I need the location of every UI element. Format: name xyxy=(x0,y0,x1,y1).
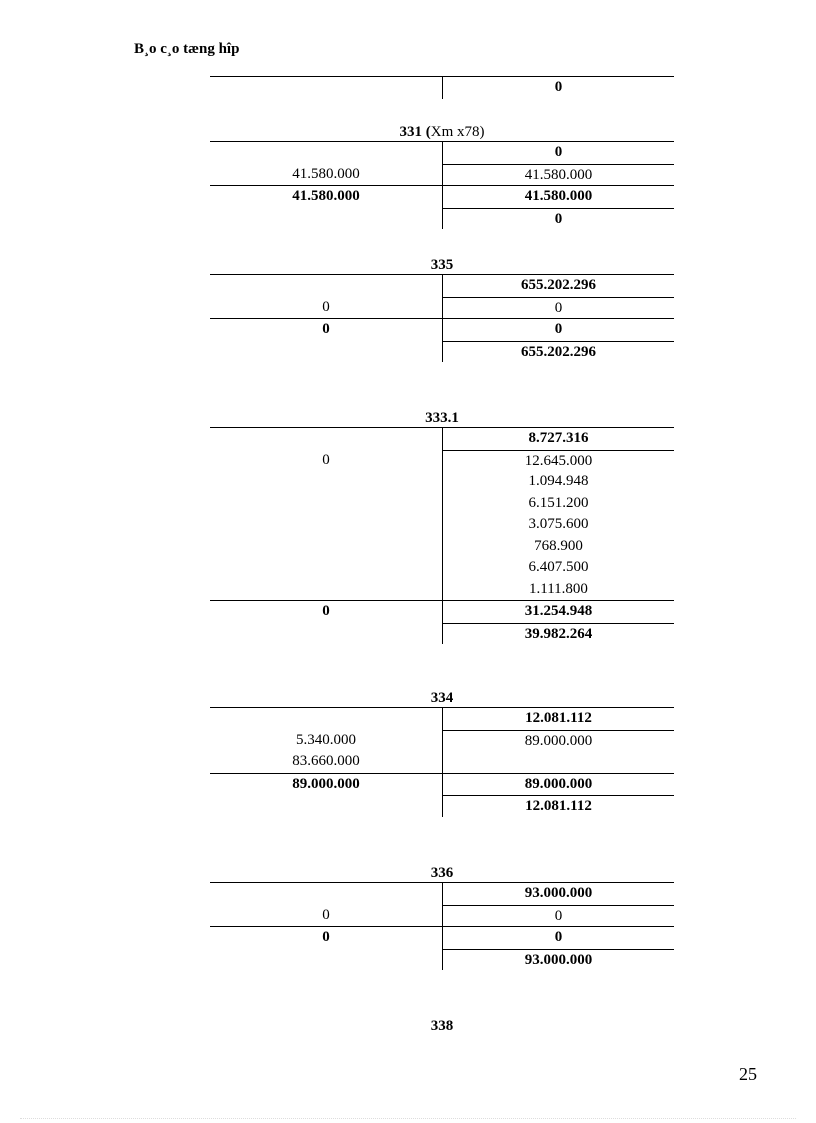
t-row xyxy=(210,76,674,99)
debit-entry: 5.340.000 xyxy=(296,731,356,748)
t-row xyxy=(210,471,674,493)
credit-total: 89.000.000 xyxy=(442,774,674,796)
t-row-opening xyxy=(210,707,674,730)
debit-total: 0 xyxy=(322,321,330,337)
debit-total: 0 xyxy=(322,929,330,945)
account-title: 333.1 xyxy=(425,410,459,426)
t-row-totals xyxy=(210,600,674,623)
closing-balance: 0 xyxy=(442,208,674,230)
t-row-opening xyxy=(210,882,674,905)
opening-balance: 12.081.112 xyxy=(442,708,674,730)
t-row-closing xyxy=(210,341,674,363)
t-row-totals xyxy=(210,926,674,949)
t-row-closing xyxy=(210,949,674,971)
report-header: B¸o c¸o tæng hîp xyxy=(134,41,240,57)
credit-entry: 6.151.200 xyxy=(442,493,674,515)
credit-entry: 3.075.600 xyxy=(442,514,674,536)
t-account-331 xyxy=(210,123,674,229)
page-number: 25 xyxy=(739,1064,757,1084)
account-title-338: 338 xyxy=(430,1018,454,1034)
credit-entry: 12.645.000 xyxy=(442,450,674,472)
t-row-opening xyxy=(210,141,674,164)
t-row xyxy=(210,557,674,579)
opening-balance: 0 xyxy=(442,142,674,164)
credit-entry: 1.094.948 xyxy=(442,471,674,493)
debit-entry: 0 xyxy=(322,298,330,315)
credit-entry: 89.000.000 xyxy=(442,730,674,752)
t-row xyxy=(210,450,674,472)
opening-balance: 8.727.316 xyxy=(442,428,674,450)
credit-total: 0 xyxy=(442,927,674,949)
debit-entry: 0 xyxy=(322,906,330,923)
closing-balance: 93.000.000 xyxy=(442,949,674,971)
closing-balance: 0 xyxy=(442,77,674,99)
t-row xyxy=(210,905,674,927)
t-row xyxy=(210,514,674,536)
t-row-opening xyxy=(210,427,674,450)
footer-divider xyxy=(20,1118,796,1119)
debit-entry: 41.580.000 xyxy=(292,165,360,182)
opening-balance: 93.000.000 xyxy=(442,883,674,905)
t-row xyxy=(210,297,674,319)
credit-entry: 0 xyxy=(442,297,674,319)
t-row-closing xyxy=(210,208,674,230)
t-row-totals xyxy=(210,318,674,341)
credit-total: 0 xyxy=(442,319,674,341)
account-title: 334 xyxy=(430,690,454,706)
t-row-opening xyxy=(210,274,674,297)
t-account-336 xyxy=(210,864,674,970)
t-row-closing xyxy=(210,795,674,817)
t-row xyxy=(210,730,674,752)
t-row-totals xyxy=(210,185,674,208)
account-title: 335 xyxy=(430,257,454,273)
credit-entry: 41.580.000 xyxy=(442,164,674,186)
t-account-334 xyxy=(210,689,674,817)
t-row xyxy=(210,493,674,515)
credit-total: 31.254.948 xyxy=(442,601,674,623)
t-row-totals xyxy=(210,773,674,796)
t-row xyxy=(210,579,674,601)
opening-balance: 655.202.296 xyxy=(442,275,674,297)
t-account-333-1 xyxy=(210,409,674,644)
t-account-top xyxy=(210,76,674,99)
t-row-closing xyxy=(210,623,674,645)
closing-balance: 39.982.264 xyxy=(442,623,674,645)
debit-entry: 0 xyxy=(322,451,330,468)
credit-entry: 1.111.800 xyxy=(442,579,674,601)
credit-entry: 0 xyxy=(442,905,674,927)
account-title: 336 xyxy=(430,865,454,881)
credit-total: 41.580.000 xyxy=(442,186,674,208)
t-row xyxy=(210,536,674,558)
closing-balance: 12.081.112 xyxy=(442,795,674,817)
debit-entry: 83.660.000 xyxy=(292,753,360,769)
credit-entry: 768.900 xyxy=(442,536,674,558)
account-title: 331 (Xm x78) xyxy=(399,124,485,140)
debit-total: 89.000.000 xyxy=(292,775,360,792)
debit-total: 0 xyxy=(322,603,330,619)
closing-balance: 655.202.296 xyxy=(442,341,674,363)
t-row xyxy=(210,164,674,186)
t-row xyxy=(210,751,674,773)
credit-entry: 6.407.500 xyxy=(442,557,674,579)
t-account-335 xyxy=(210,256,674,362)
debit-total: 41.580.000 xyxy=(292,188,360,204)
